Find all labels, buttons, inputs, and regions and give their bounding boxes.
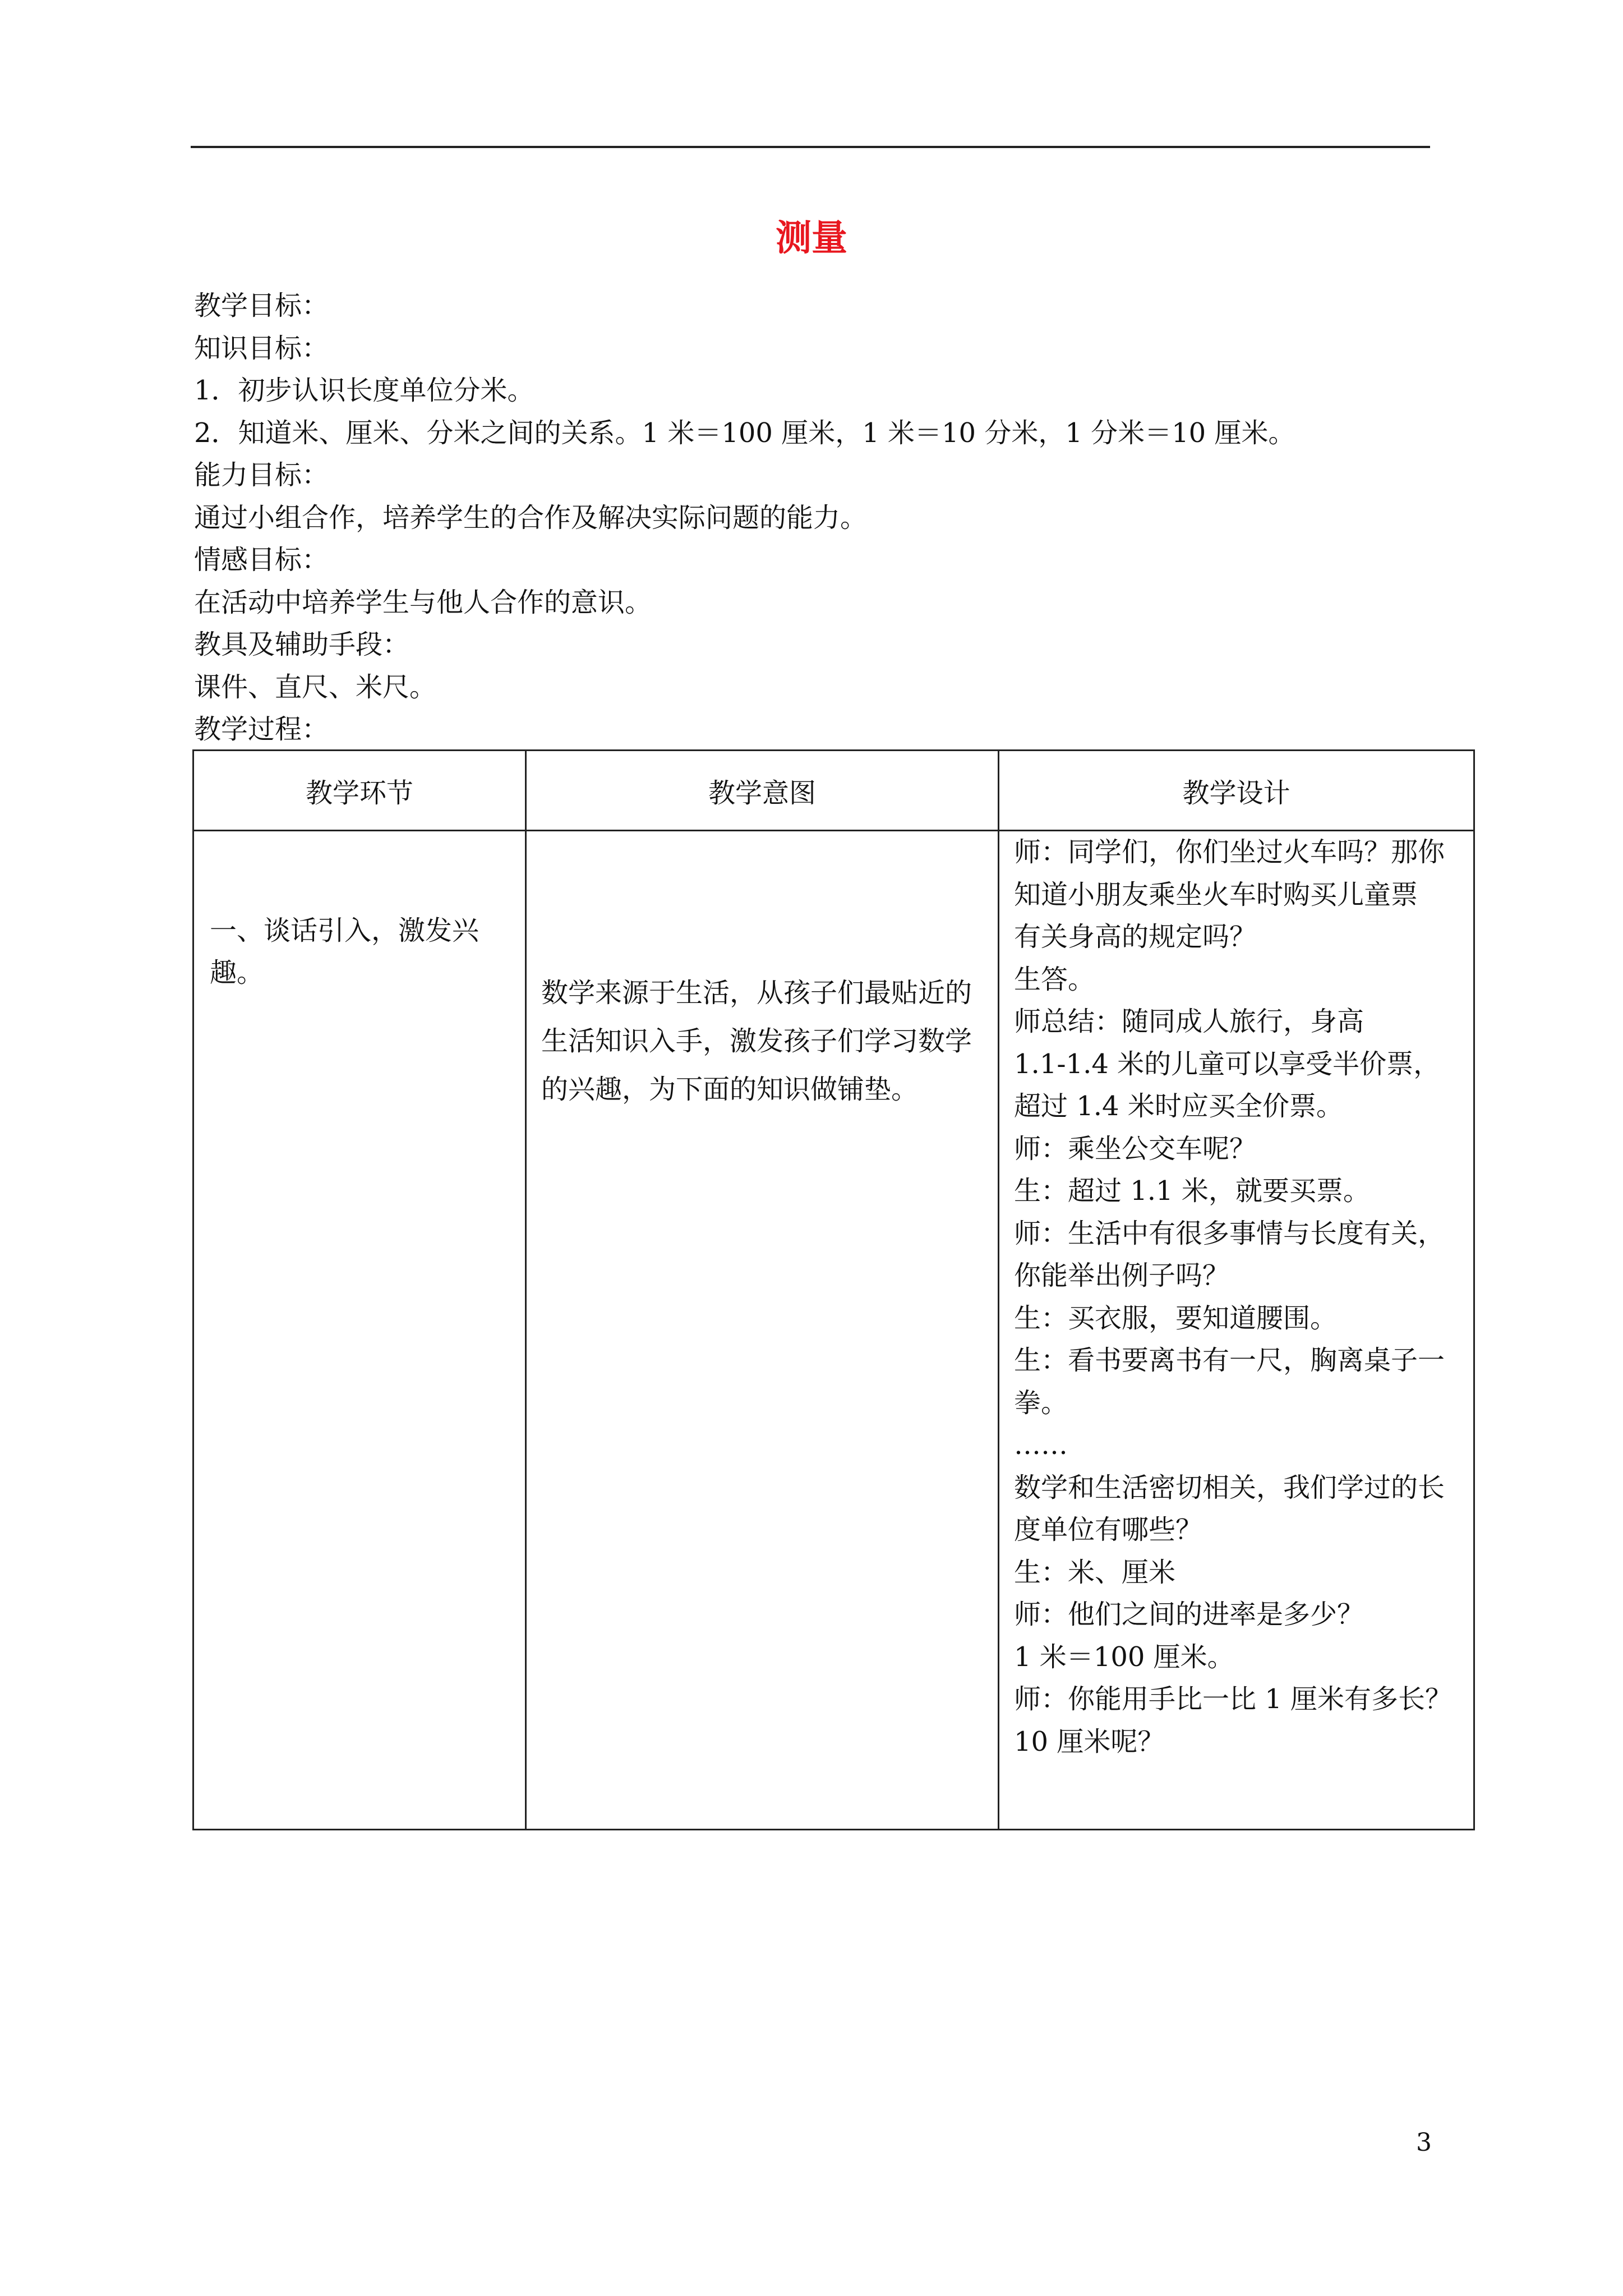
design-line: 拳。 [1014, 1387, 1068, 1419]
intro-line: 情感目标： [194, 544, 329, 576]
design-line: 生：买衣服，要知道腰围。 [1014, 1302, 1338, 1334]
page-number: 3 [1416, 2128, 1432, 2157]
design-line: 师：同学们，你们坐过火车吗？那你 [1014, 836, 1445, 868]
design-line: 数学和生活密切相关，我们学过的长 [1014, 1471, 1445, 1503]
page-title: 测量 [776, 218, 847, 259]
lesson-table [192, 749, 1475, 1830]
design-line: 师：他们之间的进率是多少？ [1014, 1599, 1364, 1630]
intro-line: 在活动中培养学生与他人合作的意识。 [194, 586, 652, 618]
design-line: 有关身高的规定吗？ [1014, 921, 1257, 953]
design-line: …… [1014, 1429, 1068, 1461]
intro-line: 1．初步认识长度单位分米。 [194, 375, 534, 406]
design-line: 师：乘坐公交车呢？ [1014, 1133, 1257, 1165]
design-line: 知道小朋友乘坐火车时购买儿童票 [1014, 878, 1418, 910]
design-line: 1 米＝100 厘米。 [1014, 1641, 1234, 1673]
stage-cell [193, 831, 526, 1830]
stage-text: 一、谈话引入，激发兴趣。 [210, 915, 479, 988]
design-line: 师：生活中有很多事情与长度有关， [1014, 1217, 1445, 1249]
header-purpose: 教学意图 [526, 751, 999, 831]
intro-line: 教具及辅助手段： [194, 629, 410, 660]
intro-line: 教学目标： [194, 290, 329, 321]
table-header-row [193, 751, 1474, 831]
design-line: 生：看书要离书有一尺，胸离桌子一 [1014, 1345, 1445, 1376]
intro-line: 教学过程： [194, 714, 329, 745]
design-line: 1.1-1.4 米的儿童可以享受半价票， [1014, 1048, 1441, 1080]
header-rule [191, 146, 1430, 148]
intro-line: 课件、直尺、米尺。 [194, 671, 437, 703]
design-line: 生：米、厘米 [1014, 1556, 1176, 1588]
intro-line: 能力目标： [194, 459, 329, 491]
table-row [193, 831, 1474, 1830]
intro-line: 通过小组合作，培养学生的合作及解决实际问题的能力。 [194, 501, 868, 533]
design-line: 你能举出例子吗？ [1014, 1260, 1230, 1291]
design-line: 10 厘米呢？ [1014, 1726, 1165, 1757]
design-cell [999, 831, 1474, 1830]
design-line: 超过 1.4 米时应买全价票。 [1014, 1091, 1343, 1122]
header-stage: 教学环节 [193, 751, 526, 831]
design-line: 师：你能用手比一比 1 厘米有多长？ [1014, 1683, 1453, 1715]
purpose-text: 数学来源于生活，从孩子们最贴近的生活知识入手，激发孩子们学习数学的兴趣，为下面的知识做铺垫。 [541, 977, 972, 1105]
design-line: 师总结：随同成人旅行，身高 [1014, 1006, 1364, 1037]
purpose-cell [526, 831, 999, 1830]
intro-line: 知识目标： [194, 332, 329, 364]
design-line: 度单位有哪些？ [1014, 1514, 1203, 1545]
intro-line: 2．知道米、厘米、分米之间的关系。1 米＝100 厘米，1 米＝10 分米，1 分米＝10 厘米。 [194, 417, 1295, 449]
design-line: 生：超过 1.1 米，就要买票。 [1014, 1175, 1370, 1207]
design-text [999, 831, 1473, 1763]
design-line: 生答。 [1014, 963, 1095, 995]
lesson-intro [194, 285, 1428, 751]
header-design: 教学设计 [999, 751, 1474, 831]
